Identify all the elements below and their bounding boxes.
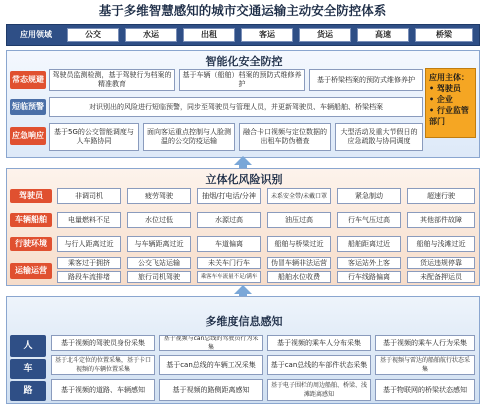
row-label-vehicle: 车辆船舶 [10, 213, 52, 227]
subjects-title: 应用主体： [429, 73, 469, 82]
risk-item: 乘客过于拥挤 [57, 257, 121, 269]
control-item: 驾驶员监测检测，基于驾驶行为档案的精准教育 [49, 69, 175, 91]
row-label-road: 路 [10, 381, 46, 401]
perception-item: 基于can总线的车部件状态采集 [267, 355, 371, 375]
subject-item: • 行业监管部门 [429, 106, 469, 126]
area-bridge: 桥梁 [415, 28, 473, 42]
perception-item: 基于电子围栏的周边船舶、桥梁、浅滩距离感知 [267, 379, 371, 401]
perception-item: 基于视频与can总线的驾驶员行为采集 [159, 335, 263, 351]
risk-item: 路段车流排堵 [57, 271, 121, 283]
area-taxi: 出租 [183, 28, 235, 42]
perception-item: 基于视频的乘车人行为采集 [375, 335, 475, 351]
risk-item: 船舶水位收费 [267, 271, 331, 283]
control-item: 大型活动及重大节假日的应急疏散与协同调度 [335, 123, 423, 151]
application-areas-label: 应用领域 [20, 30, 52, 39]
control-item: 面向客运重点控制与人脸测温的公交防疫运输 [143, 123, 235, 151]
risk-item: 乘客车车流量不足/满车 [197, 271, 261, 283]
perception-item: 基于物联网的桥梁状态感知 [375, 379, 475, 401]
perception-item: 基于视频与雷达的船舶航行状态采集 [375, 355, 475, 375]
application-subjects [425, 68, 476, 138]
area-freight: 货运 [299, 28, 351, 42]
risk-item: 客运站外上客 [337, 257, 401, 269]
row-label-routine: 常态规避 [10, 71, 46, 89]
control-item: 融合卡口视频与定位数据的出租车防伪稽查 [239, 123, 331, 151]
perception-title: 多维度信息感知 [205, 315, 283, 328]
row-label-vehicle: 车 [10, 359, 46, 379]
risk-item: 水位过低 [127, 212, 191, 228]
risk-item: 未系安全带/未戴口罩 [267, 188, 331, 204]
risk-item: 水源过高 [197, 212, 261, 228]
subject-item: • 企业 [429, 95, 453, 104]
control-item-wide: 对识别出的风险进行短临预警，同步至驾驶员与管理人员，并更新驾驶员、车辆船舶、桥梁档案 [49, 97, 423, 117]
risk-title: 立体化风险识别 [205, 173, 283, 186]
smart-control-panel [6, 50, 480, 158]
perception-item: 基于视频的路侧距离感知 [159, 379, 263, 401]
perception-panel [6, 296, 480, 404]
risk-identification-panel [6, 168, 480, 286]
risk-item: 船舶距离过近 [337, 236, 401, 252]
row-label-environment: 行驶环境 [10, 237, 52, 251]
row-label-operation: 运输运营 [10, 263, 52, 279]
risk-item: 货运违规停靠 [407, 257, 475, 269]
control-item: 基于5G的公交智能调度与人车路协同 [49, 123, 139, 151]
risk-item: 行车气压过高 [337, 212, 401, 228]
application-areas-bar [6, 24, 480, 46]
risk-item: 行车线路偏离 [337, 271, 401, 283]
page-title: 基于多维智慧感知的城市交通运输主动安全防控体系 [98, 3, 387, 18]
risk-item: 船舶与桥梁过近 [267, 236, 331, 252]
smart-control-title: 智能化安全防控 [205, 55, 283, 68]
area-water: 水运 [125, 28, 177, 42]
risk-item: 与车辆距离过近 [127, 236, 191, 252]
row-label-warning: 短临预警 [10, 99, 46, 115]
risk-item: 油压过高 [267, 212, 331, 228]
perception-item: 基于视频的驾驶员身份采集 [51, 335, 155, 351]
row-label-emergency: 应急响应 [10, 127, 46, 145]
risk-item: 船舶与浅滩过近 [407, 236, 475, 252]
area-highway: 高速 [357, 28, 409, 42]
risk-item: 伪冒车辆非法运营 [267, 257, 331, 269]
row-label-person: 人 [10, 335, 46, 357]
perception-item: 基于can总线的车辆工况采集 [159, 355, 263, 375]
area-bus: 公交 [67, 28, 119, 42]
risk-item: 未关车门行车 [197, 257, 261, 269]
risk-item: 其他部件故障 [407, 212, 475, 228]
risk-item: 与行人距离过近 [57, 236, 121, 252]
risk-item: 未配备押运员 [407, 271, 475, 283]
control-item: 基于车辆（船舶）档案的预防式维修养护 [179, 69, 305, 91]
perception-item: 基于视频的道路、车辆感知 [51, 379, 155, 401]
risk-item: 公交飞站运输 [127, 257, 191, 269]
subject-item: • 驾驶员 [429, 84, 461, 93]
risk-item: 抽烟/打电话/分神 [197, 188, 261, 204]
risk-item: 疲劳驾驶 [127, 188, 191, 204]
risk-item: 紧急制动 [337, 188, 401, 204]
control-item: 基于桥梁档案的预防式维修养护 [309, 69, 423, 91]
row-label-driver: 驾驶员 [10, 189, 52, 203]
risk-item: 旅行司机驾驶 [127, 271, 191, 283]
perception-item: 基于视频的乘车人分布采集 [267, 335, 371, 351]
risk-item: 超速行驶 [407, 188, 475, 204]
risk-item: 电量燃料不足 [57, 212, 121, 228]
area-passenger: 客运 [241, 28, 293, 42]
risk-item: 车道偏离 [197, 236, 261, 252]
perception-item: 基于北斗定位的位置采集，基于卡口视频的车辆位置采集 [51, 355, 155, 375]
risk-item: 非调司机 [57, 188, 121, 204]
